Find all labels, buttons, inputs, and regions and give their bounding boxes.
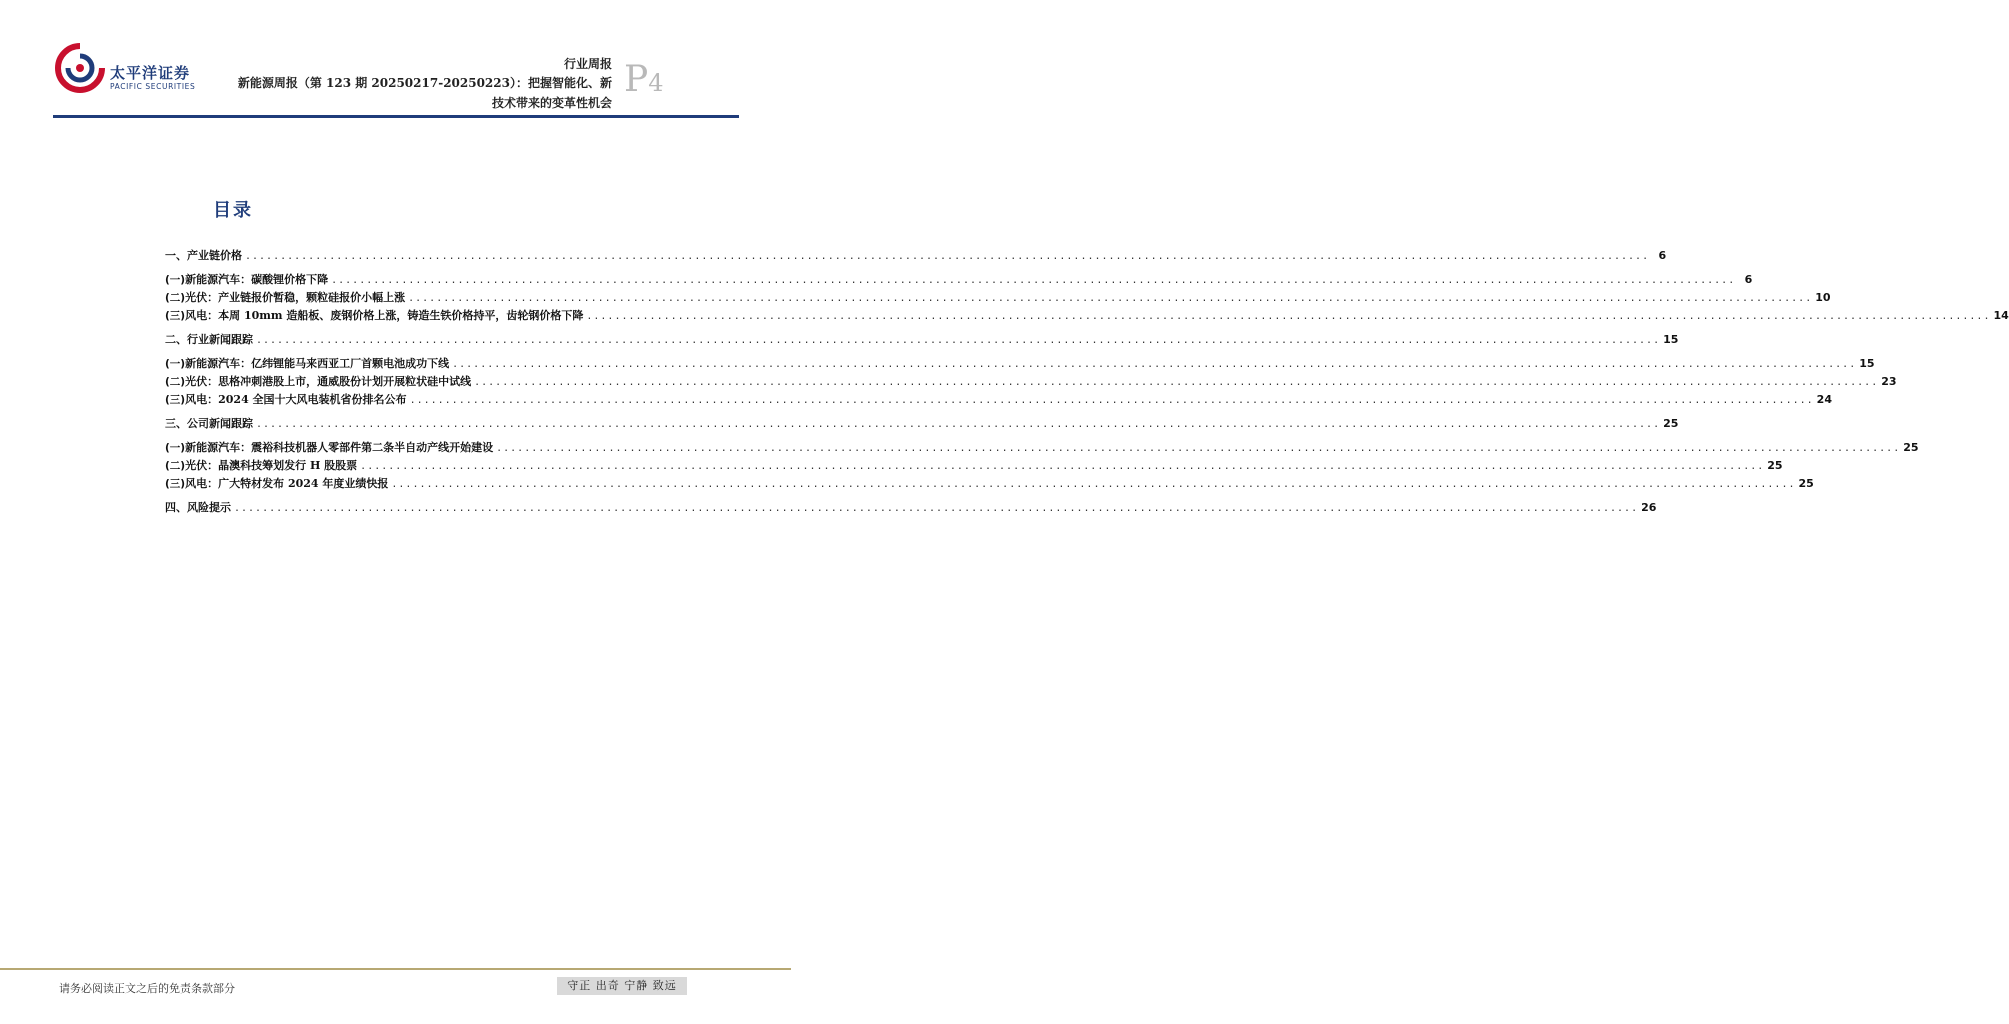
toc-leader-dots: ........................................................................................................................................................................................................ [391,479,1796,490]
toc-title: 目录 [213,200,253,221]
toc-entry-index: (一) [165,442,186,454]
toc-entry-label: 风电：广大特材发布 2024 年度业绩快报 [185,477,389,490]
toc-entry-page: 23 [1881,375,1897,388]
report-title [212,73,612,113]
toc-leader-dots: ........................................................................................................................................................................................................ [245,251,1650,262]
toc-entry-page: 25 [1663,417,1679,430]
toc-leader-dots: ........................................................................................................................................................................................................ [474,377,1879,388]
toc-leader-dots: ........................................................................................................................................................................................................ [586,311,1991,322]
toc-entry-index: 一、 [165,249,187,262]
report-type: 行业周报 [563,57,612,71]
toc-entry-label: 公司新闻跟踪 [187,417,253,430]
toc-entry-label: 光伏：产业链报价暂稳，颗粒硅报价小幅上涨 [185,291,406,304]
toc-leader-dots: ........................................................................................................................................................................................................ [256,419,1661,430]
toc-entry-page: 25 [1798,477,1814,490]
toc-entry[interactable] [165,439,1919,455]
toc-leader-dots: ........................................................................................................................................................................................................ [256,335,1661,346]
logo-chinese-name: 太平洋证券 [110,64,191,82]
toc-entry-index: (一) [165,274,186,286]
toc-entry-index: (二) [165,460,186,472]
toc-entry-page: 26 [1641,501,1657,514]
toc-entry-page: 14 [1993,309,2009,322]
toc-entry[interactable] [165,289,1831,305]
toc-entry[interactable] [165,355,1875,371]
toc-entry-index: (三) [165,394,186,406]
company-logo [54,42,214,94]
toc-entry-index: (一) [165,358,186,370]
toc-entry[interactable] [165,415,1679,431]
toc-entry-page: 6 [1744,273,1753,286]
toc-entry[interactable] [165,307,2009,323]
toc-entry-label: 行业新闻跟踪 [187,333,253,346]
toc-entry-label: 光伏：晶澳科技筹划发行 H 股股票 [185,459,358,472]
toc-entry-label: 风险提示 [187,501,231,514]
page-marker [624,59,664,101]
toc-entry-index: (三) [165,310,186,322]
toc-leader-dots: ........................................................................................................................................................................................................ [408,293,1813,304]
toc-entry-page: 10 [1815,291,1831,304]
page-letter: P [624,59,649,100]
toc-entry-page: 24 [1816,393,1832,406]
toc-entry-page: 15 [1663,333,1679,346]
toc-entry[interactable] [165,499,1657,515]
report-title-line-1: 新能源周报（第 123 期 20250217-20250223）：把握智能化、新 [237,76,612,90]
page-number: 4 [648,69,664,97]
toc-entry-label: 光伏：思格冲刺港股上市，通威股份计划开展粒状硅中试线 [185,375,472,388]
toc-entry[interactable] [165,391,1832,407]
footer-motto: 守正 出奇 宁静 致远 [557,977,687,995]
toc-leader-dots: ........................................................................................................................................................................................................ [452,359,1857,370]
footer-divider [0,968,791,970]
toc-entry-index: 三、 [165,417,187,430]
toc-entry[interactable] [165,457,1783,473]
toc-leader-dots: ........................................................................................................................................................................................................ [409,395,1814,406]
toc-entry-index: 四、 [165,501,187,514]
toc-entry-index: 二、 [165,333,187,346]
toc-entry-label: 产业链价格 [187,249,242,262]
header-divider [53,115,739,118]
toc-entry-page: 15 [1859,357,1875,370]
toc-leader-dots: ........................................................................................................................................................................................................ [496,443,1901,454]
toc-entry[interactable] [165,373,1897,389]
toc-entry[interactable] [165,331,1679,347]
toc-leader-dots: ........................................................................................................................................................................................................ [360,461,1765,472]
toc-leader-dots: ........................................................................................................................................................................................................ [234,503,1639,514]
toc-entry[interactable] [165,271,1753,287]
toc-entry[interactable] [165,247,1667,263]
toc-entry-index: (二) [165,292,186,304]
toc-entry-label: 风电：本周 10mm 造船板、废钢价格上涨，铸造生铁价格持平，齿轮钢价格下降 [185,309,584,322]
toc-entry-index: (三) [165,478,186,490]
toc-leader-dots: ........................................................................................................................................................................................................ [331,275,1736,286]
toc-entry-page: 25 [1903,441,1919,454]
toc-entry-index: (二) [165,376,186,388]
toc-entry[interactable] [165,475,1814,491]
toc-entry-label: 风电：2024 全国十大风电装机省份排名公布 [185,393,407,406]
logo-english-name: PACIFIC SECURITIES [110,82,196,91]
toc-entry-page: 25 [1767,459,1783,472]
toc-entry-label: 新能源汽车：亿纬锂能马来西亚工厂首颗电池成功下线 [185,357,450,370]
toc-entry-label: 新能源汽车：碳酸锂价格下降 [185,273,329,286]
toc-entry-label: 新能源汽车：震裕科技机器人零部件第二条半自动产线开始建设 [185,441,494,454]
report-title-line-2: 技术带来的变革性机会 [491,96,612,110]
pacific-securities-logo-icon [54,42,106,94]
toc-entry-page: 6 [1658,249,1667,262]
footer-disclaimer: 请务必阅读正文之后的免责条款部分 [59,982,235,995]
